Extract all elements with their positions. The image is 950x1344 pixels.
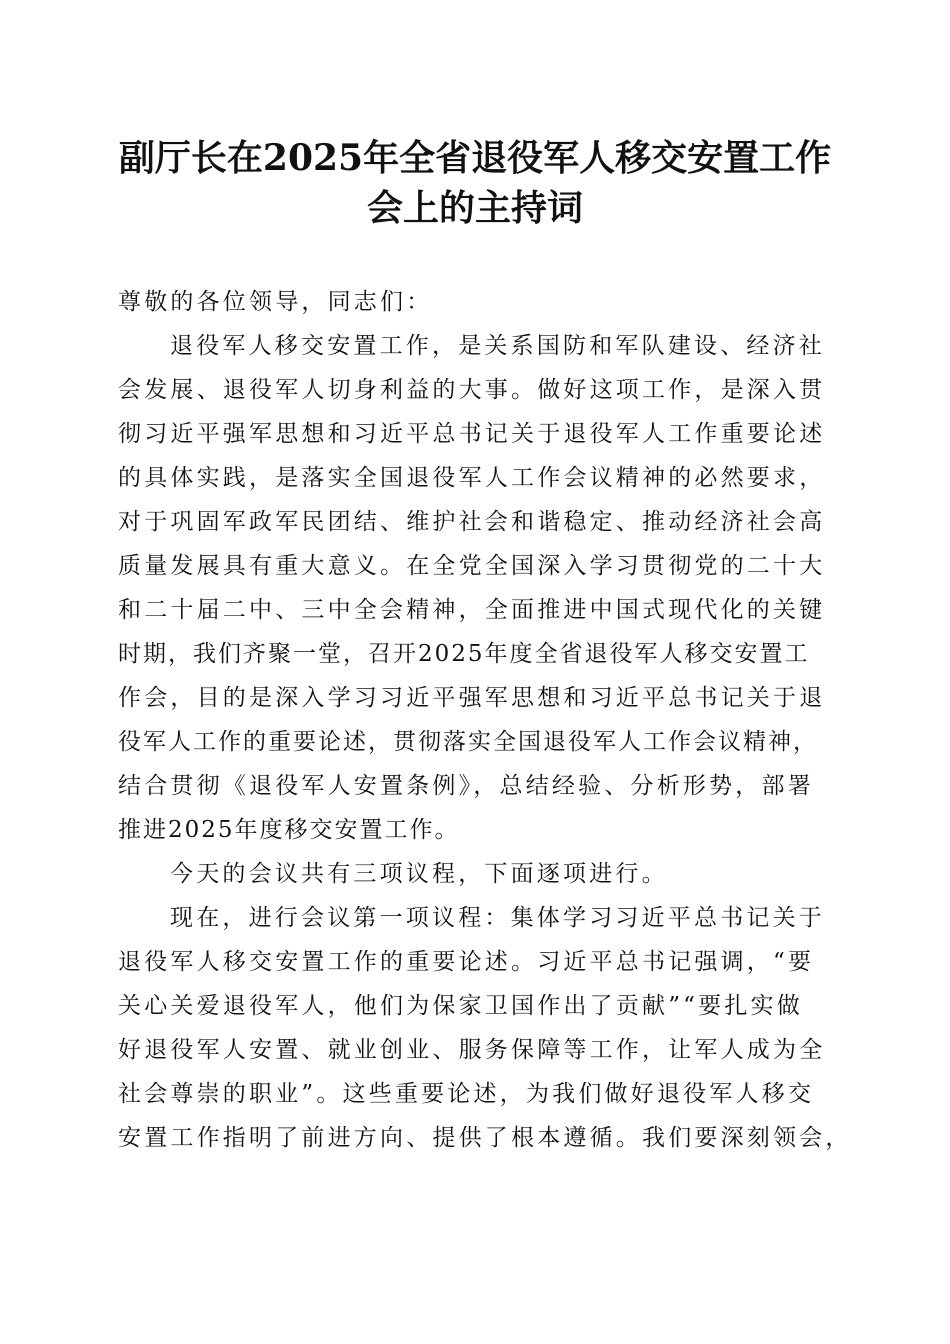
paragraph-line: 退役军人移交安置工作的重要论述。习近平总书记强调，“要: [118, 949, 815, 975]
paragraph-line: 会发展、退役军人切身利益的大事。做好这项工作，是深入贯: [118, 377, 826, 403]
paragraph-line: 今天的会议共有三项议程，下面逐项进行。: [170, 861, 668, 887]
paragraph-line: 的具体实践，是落实全国退役军人工作会议精神的必然要求，: [118, 465, 826, 491]
paragraph-line: 现在，进行会议第一项议程：集体学习习近平总书记关于: [170, 905, 825, 931]
paragraph-line: 质量发展具有重大意义。在全党全国深入学习贯彻党的二十大: [118, 553, 826, 579]
paragraph-line: 安置工作指明了前进方向、提供了根本遵循。我们要深刻领会，: [118, 1125, 852, 1151]
paragraph-3: [118, 896, 852, 1160]
paragraph-line: 役军人工作的重要论述，贯彻落实全国退役军人工作会议精神，: [118, 729, 818, 755]
paragraph-line: 推进2025年度移交安置工作。: [118, 817, 460, 843]
paragraph-2: [118, 852, 838, 896]
paragraph-line: 时期，我们齐聚一堂，召开2025年度全省退役军人移交安置工: [118, 641, 810, 667]
title-line-2: 会上的主持词: [366, 187, 583, 229]
paragraph-line: 退役军人移交安置工作，是关系国防和军队建设、经济社: [170, 333, 825, 359]
paragraph-line: 作会，目的是深入学习习近平强军思想和习近平总书记关于退: [118, 685, 826, 711]
title-line-1: 副厅长在2025年全省退役军人移交安置工作: [118, 137, 832, 179]
paragraph-line: 彻习近平强军思想和习近平总书记关于退役军人工作重要论述: [118, 421, 826, 447]
paragraph-line: 社会尊崇的职业”。这些重要论述，为我们做好退役军人移交: [118, 1081, 815, 1107]
document-body: [118, 280, 852, 1160]
document-title: [110, 133, 840, 233]
paragraph-line: 关心关爱退役军人，他们为保家卫国作出了贡献”“要扎实做: [118, 993, 803, 1019]
paragraph-1: [118, 324, 838, 852]
paragraph-line: 好退役军人安置、就业创业、服务保障等工作，让军人成为全: [118, 1037, 826, 1063]
salutation: 尊敬的各位领导，同志们：: [118, 289, 433, 315]
paragraph-line: 结合贯彻《退役军人安置条例》，总结经验、分析形势，部署: [118, 773, 814, 799]
paragraph-line: 和二十届二中、三中全会精神，全面推进中国式现代化的关键: [118, 597, 826, 623]
paragraph-line: 对于巩固军政军民团结、维护社会和谐稳定、推动经济社会高: [118, 509, 826, 535]
